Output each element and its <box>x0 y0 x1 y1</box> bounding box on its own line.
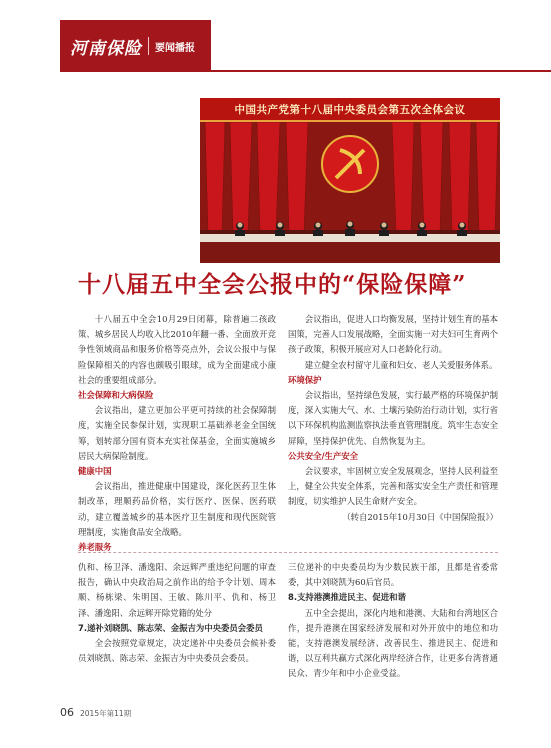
photo-banner-text: 中国共产党第十八届中央委员会第五次全体会议 <box>234 103 466 116</box>
hero-photo <box>200 98 500 263</box>
page-number: 06 <box>60 706 74 719</box>
section-heading: 养老服务 <box>78 542 112 553</box>
article-divider <box>78 552 498 553</box>
photo-banner <box>200 98 500 122</box>
section-heading: 公共安全/生产安全 <box>288 450 359 461</box>
section-heading: 健康中国 <box>78 466 112 477</box>
article-headline <box>78 262 518 302</box>
paragraph: 会议要求，牢固树立安全发展观念，坚持人民利益至上，健全公共安全体系，完善和落实安全生产责任和管理制度，切实维护人民生命财产安全。 <box>288 466 498 507</box>
headline-part-1: 十八届五中 <box>78 271 198 298</box>
article-column-left <box>78 312 276 555</box>
paragraph: 会议指出，建立更加公平更可持续的社会保障制度，实施全民参保计划，实现职工基础养老金全国统筹，划转部分国有资本充实社保基金，全面实施城乡居民大病保险制度。 <box>78 405 276 461</box>
continued-column-right <box>288 560 498 682</box>
paragraph: 全会按照党章规定，决定递补中央委员会候补委员刘晓凯、陈志荣、金振吉为中央委员会委员。 <box>78 638 276 664</box>
article-source: （转自2015年10月30日《中国保险报》） <box>342 511 498 522</box>
paragraph: 会议指出，坚持绿色发展，实行最严格的环境保护制度，深入实施大气、水、土壤污染防治行动计划，实行省以下环保机构监测监察执法垂直管理制度。筑牢生态安全屏障，坚持保护优先、自然恢复为主。 <box>288 390 498 446</box>
plenum-stage-illustration <box>200 122 500 263</box>
page-header <box>0 0 551 72</box>
paragraph: 会议指出，促进人口均衡发展，坚持计划生育的基本国策，完善人口发展战略，全面实施一对夫妇可生育两个孩子政策，积极开展应对人口老龄化行动。 <box>288 314 498 355</box>
issue-label: 2015年第11期 <box>80 709 132 718</box>
intro-paragraph: 十八届五中全会10月29日闭幕，除普遍二孩政策、城乡居民人均收入比2010年翻一番、全面放开竞争性领域商品和服务价格等亮点外，会议公报中与保险保障相关的内容也颇吸引眼球，成为全面建成小康社会的重要组成部分。 <box>78 314 276 385</box>
section-name: 要闻播报 <box>155 42 195 54</box>
numbered-heading: 8.支持港澳推进民主、促进和谐 <box>288 592 406 603</box>
header-banner <box>60 20 211 72</box>
section-heading: 环境保护 <box>288 374 322 385</box>
paragraph: 仇和、杨卫泽、潘逸阳、余远辉严重违纪问题的审查报告，确认中央政治局之前作出的给予令计划、周本顺、杨栋梁、朱明国、王敏、陈川平、仇和、杨卫泽、潘逸阳、余远辉开除党籍的处分 <box>78 562 276 618</box>
header-rule <box>211 70 551 72</box>
paragraph: 三位递补的中央委员均为少数民族干部，且都是省委常委，其中刘晓凯为60后官员。 <box>288 562 498 588</box>
paragraph: 建立健全农村留守儿童和妇女、老人关爱服务体系。 <box>304 359 498 370</box>
header-divider <box>148 37 149 55</box>
headline-text <box>78 266 466 299</box>
page-footer <box>60 706 131 719</box>
numbered-heading: 7.递补刘晓凯、陈志荣、金振吉为中央委员会委员 <box>78 622 263 633</box>
article-column-right <box>288 312 498 525</box>
paragraph: 会议指出，推进健康中国建设，深化医药卫生体制改革，理顺药品价格，实行医疗、医保、医药联动，建立覆盖城乡的基本医疗卫生制度和现代医院管理制度，实施食品安全战略。 <box>78 481 276 537</box>
paragraph: 五中全会提出，深化内地和港澳、大陆和台湾地区合作，提升港澳在国家经济发展和对外开放中的地位和功能，支持港澳发展经济、改善民生、推进民主、促进和谐，以互利共赢方式深化两岸经济合作，让更多台湾普通民众、青少年和中小企业受益。 <box>288 607 498 679</box>
magazine-title: 河南保险 <box>70 38 142 59</box>
continued-column-left <box>78 560 276 666</box>
section-heading: 社会保障和大病保险 <box>78 390 154 401</box>
headline-part-2: 全会公报中的“保险保障” <box>198 271 467 298</box>
